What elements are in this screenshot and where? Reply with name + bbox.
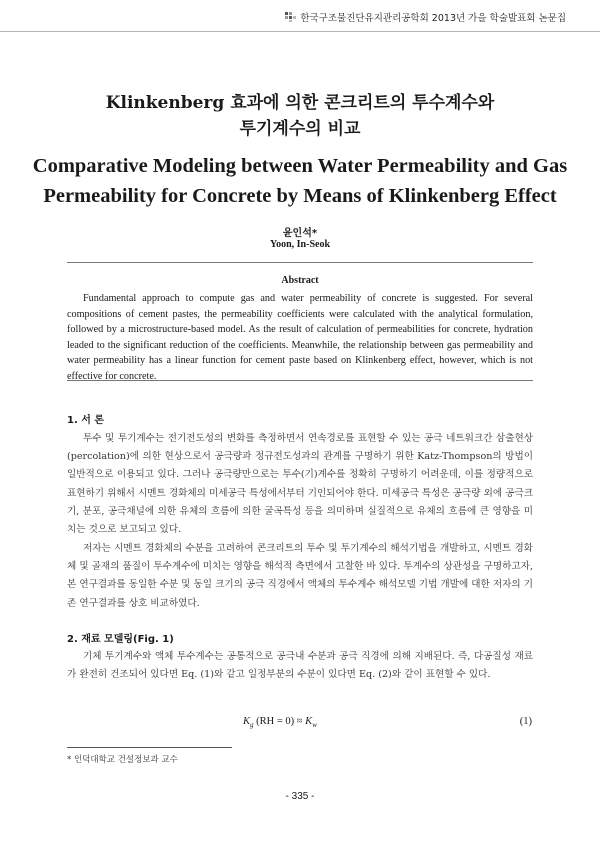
abstract-divider [67,380,533,381]
running-header [285,10,566,24]
equation-rhs-subscript: w [312,721,317,730]
page-number: - 335 - [285,791,315,802]
equation-lhs-subscript: g [250,721,254,730]
equation-number: (1) [519,716,532,727]
equation-rhs-symbol: K [305,716,313,727]
author-name-english: Yoon, In-Seok [269,239,331,250]
equation-relation: ≈ [296,716,303,727]
header-divider [0,31,600,32]
equation-lhs-symbol: K [243,716,251,727]
footnote-divider [67,747,232,748]
body-paragraph: 기체 투기계수와 액체 투수계수는 공통적으로 공극내 수분과 공극 직경에 의해 지배된다. 즉, 다공질성 재료가 완전히 건조되어 있다면 Eq. (1)와 같고 일정부분의 수분이 있다면 Eq. (2)와 같이 표현할 수 있다. [67,651,533,681]
english-title-line: Comparative Modeling between Water Permeability and Gas [32,155,568,177]
abstract-heading: Abstract [281,275,319,286]
english-title-line: Permeability for Concrete by Means of Klinkenberg Effect [43,185,557,207]
section-heading-introduction: 1. 서 론 [67,415,105,426]
equation-condition: (RH = 0) [256,716,295,727]
squares-icon [285,12,297,22]
footnote: * 인덕대학교 건설정보과 교수 [67,755,178,765]
equation-expression [243,716,317,729]
english-title [18,151,582,211]
korean-title-line: 투기계수의 비교 [239,119,361,139]
korean-title-line: Klinkenberg 효과에 의한 콘크리트의 투수계수와 [105,93,495,113]
body-paragraph: 투수 및 투기계수는 전기전도성의 변화를 측정하면서 연속경로를 표현할 수 있는 공극 네트워크간 삼출현상 (percolation)에 의한 현상으로서 공극량과 정규전도성과의 관계를 구명하기 위한 Katz-Thompson의 방법이 일반적으로 이용되고 있다. 그러나 공극량만으로는 투수(기)계수를 정확히 구명하기 어려운데, 이를 정량적으로 표현하기 위해서 시멘트 경화체의 미세공극 특성에서부터 기인되어야 한다. 미세공극 특성은 공극량 외에 공극크기, 분포, 공극채널에 의한 유체의 흐름에 의한 굴곡특성 등을 의미하며 실질적으로 유체의 흐름에 큰 영향을 미치는 것으로 보고되고 있다. [67,433,533,536]
section-heading-modeling: 2. 재료 모델링(Fig. 1) [67,634,174,645]
running-header-text: 한국구조물진단유지관리공학회 2013년 가을 학술발표회 논문집 [300,13,566,24]
author-divider [67,262,533,263]
abstract-text: Fundamental approach to compute gas and water permeability of concrete is suggested. For several compositions of cement pastes, the permeability coefficients were calculated with the analytical formulation, followed by a microstructure-based model. As the result of calculation of permeabilities for concrete, hydration leaded to the significant reduction of the coefficients. Meanwhile, the relationship between gas permeability and water permeability has a linear function for cement paste based on Klinkenberg effect, however, which is not effective for concrete. [67,293,533,382]
korean-title [40,90,560,142]
author-name-korean: 윤인석* [282,228,318,239]
equation-1 [0,716,600,732]
body-paragraph: 저자는 시멘트 경화체의 수분을 고려하여 콘크리트의 투수 및 투기계수의 해석기법을 개발하고, 시멘트 경화체 및 골재의 품질이 투수계수에 미치는 영향을 해석적 측면에서 고찰한 바 있다. 투계수의 상관성을 구명하고자, 본 연구결과를 동일한 수분 및 동일 크기의 공극 직경에서 액체의 투수계수 해석모델 기법 개발에 대한 저자의 기존 연구결과를 상호 비교하였다. [67,543,533,609]
